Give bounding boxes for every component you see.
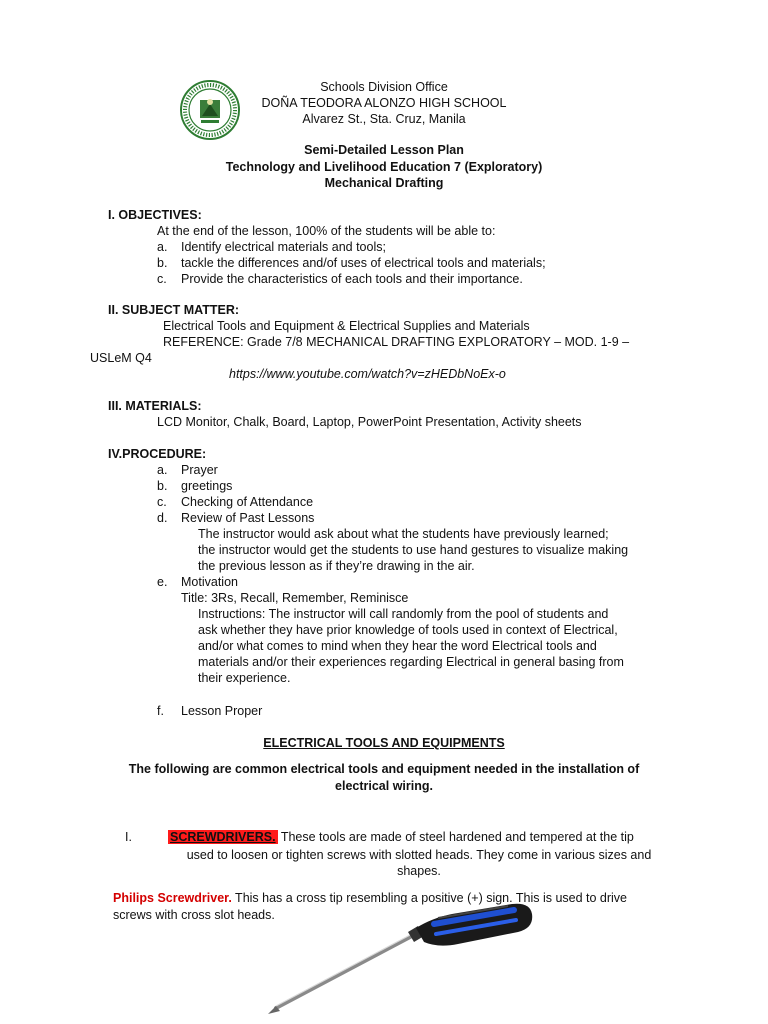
lesson-title: ELECTRICAL TOOLS AND EQUIPMENTS (263, 736, 505, 750)
procedure-item: greetings (181, 479, 233, 493)
plan-subject: Technology and Livelihood Education 7 (Exploratory) (225, 160, 543, 174)
objective-item: tackle the differences and/of uses of electrical tools and materials; (181, 256, 546, 270)
reference-link[interactable]: https://www.youtube.com/watch?v=zHEDbNoEx-o (229, 367, 506, 381)
list-item-marker: e. (157, 575, 168, 589)
section-marker: I. (125, 830, 132, 844)
subject-matter-reference: REFERENCE: Grade 7/8 MECHANICAL DRAFTING EXPLORATORY – MOD. 1-9 – (163, 335, 630, 349)
instructions-line: and/or what comes to mind when they hear the word Electrical tools and (198, 639, 597, 653)
procedure-heading: IV.PROCEDURE: (108, 447, 207, 461)
objectives-heading: I. OBJECTIVES: (108, 208, 202, 222)
subject-matter-topic: Electrical Tools and Equipment & Electrical Supplies and Materials (163, 319, 530, 333)
materials-heading: III. MATERIALS: (108, 399, 202, 413)
philips-screwdriver-image (262, 900, 534, 1024)
screwdrivers-label: SCREWDRIVERS. (170, 830, 276, 844)
review-text-line: the instructor would get the students to use hand gestures to visualize making (198, 543, 629, 557)
division-office: Schools Division Office (320, 80, 448, 94)
lesson-intro-line: electrical wiring. (335, 779, 433, 793)
screwdrivers-text-line: shapes. (397, 864, 441, 878)
instructions-line: ask whether they have prior knowledge of tools used in context of Electrical, (198, 623, 618, 637)
objective-item: Identify electrical materials and tools; (181, 240, 386, 254)
screwdrivers-text-line: used to loosen or tighten screws with slotted heads. They come in various sizes and (186, 848, 652, 862)
list-item-marker: b. (157, 479, 168, 493)
philips-text: This has a cross tip resembling a positive (+) sign. This is used to drive (231, 891, 628, 905)
review-text-line: the previous lesson as if they’re drawing in the air. (198, 559, 475, 573)
procedure-item: Prayer (181, 463, 218, 477)
philips-label: Philips Screwdriver. (113, 891, 232, 905)
plan-topic: Mechanical Drafting (324, 176, 444, 190)
instructions-line: materials and/or their experiences regarding Electrical in general basing from (198, 655, 624, 669)
list-item-marker: a. (157, 240, 168, 254)
procedure-item: Review of Past Lessons (181, 511, 315, 525)
instructions-line: Instructions: The instructor will call randomly from the pool of students and (198, 607, 609, 621)
procedure-item: Lesson Proper (181, 704, 263, 718)
procedure-item: Checking of Attendance (181, 495, 314, 509)
review-text-line: The instructor would ask about what the students have previously learned; (198, 527, 609, 541)
instructions-line: their experience. (198, 671, 291, 685)
screwdrivers-paragraph (168, 830, 634, 844)
school-name: DOÑA TEODORA ALONZO HIGH SCHOOL (261, 96, 507, 110)
screwdrivers-text: These tools are made of steel hardened and tempered at the tip (277, 830, 634, 844)
motivation-title: Title: 3Rs, Recall, Remember, Reminisce (181, 591, 409, 605)
list-item-marker: d. (157, 511, 168, 525)
list-item-marker: f. (157, 704, 164, 718)
objective-item: Provide the characteristics of each tools and their importance. (181, 272, 523, 286)
plan-type: Semi-Detailed Lesson Plan (304, 143, 464, 157)
list-item-marker: b. (157, 256, 168, 270)
lesson-intro-line: The following are common electrical tools and equipment needed in the installation of (128, 762, 640, 776)
list-item-marker: a. (157, 463, 168, 477)
list-item-marker: c. (157, 495, 167, 509)
subject-matter-heading: II. SUBJECT MATTER: (108, 303, 240, 317)
subject-matter-reference-cont: USLeM Q4 (90, 351, 152, 365)
materials-list: LCD Monitor, Chalk, Board, Laptop, PowerPoint Presentation, Activity sheets (157, 415, 582, 429)
list-item-marker: c. (157, 272, 167, 286)
procedure-item: Motivation (181, 575, 238, 589)
objectives-intro: At the end of the lesson, 100% of the students will be able to: (157, 224, 496, 238)
school-address: Alvarez St., Sta. Cruz, Manila (302, 112, 466, 126)
philips-text-line: screws with cross slot heads. (113, 908, 275, 922)
